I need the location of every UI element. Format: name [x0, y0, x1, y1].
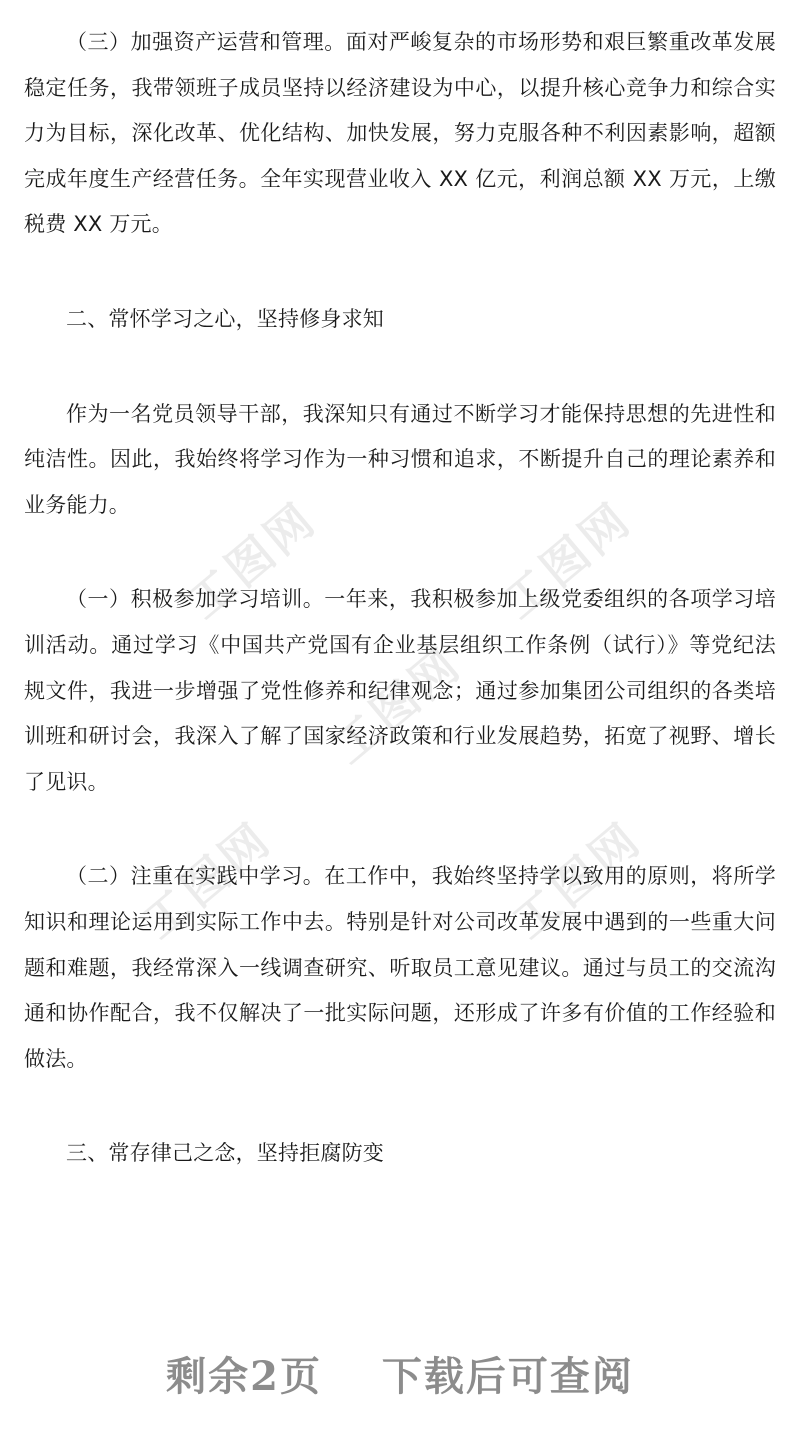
- watermark-logo: 工图网: [322, 636, 472, 775]
- document-body: [24, 20, 776, 1226]
- section-heading-discipline: 三、常存律己之念，坚持拒腐防变: [66, 1141, 384, 1166]
- paragraph-asset-management: （三）加强资产运营和管理。面对严峻复杂的市场形势和艰巨繁重改革发展稳定任务，我带领班子成员坚持以经济建设为中心，以提升核心竞争力和综合实力为目标，深化改革、优化结构、加快发展，努力克服各种不利因素影响，超额完成年度生产经营任务。全年实现营业收入 XX 亿元，利润总额 XX 万元，上缴税费 XX 万元。: [24, 30, 776, 237]
- paragraph-practice-learning: （二）注重在实践中学习。在工作中，我始终坚持学以致用的原则，将所学知识和理论运用到实际工作中去。特别是针对公司改革发展中遇到的一些重大问题和难题，我经常深入一线调查研究、听取员工意见建议。通过与员工的交流沟通和协作配合，我不仅解决了一批实际问题，还形成了许多有价值的工作经验和做法。: [24, 864, 776, 1071]
- watermark-logo: 工图网: [492, 491, 642, 630]
- paragraph-training: （一）积极参加学习培训。一年来，我积极参加上级党委组织的各项学习培训活动。通过学习《中国共产党国有企业基层组织工作条例（试行）》等党纪法规文件，我进一步增强了党性修养和纪律观念；通过参加集团公司组织的各类培训班和研讨会，我深入了解了国家经济政策和行业发展趋势，拓宽了视野、增长了见识。: [24, 587, 776, 794]
- remaining-pages-label: 剩余2页: [166, 1353, 322, 1400]
- paragraph-study-intro: 作为一名党员领导干部，我深知只有通过不断学习才能保持思想的先进性和纯洁性。因此，我始终将学习作为一种习惯和追求，不断提升自己的理论素养和业务能力。: [24, 401, 776, 517]
- watermark-logo: 工图网: [502, 811, 652, 950]
- watermark-logo: 工图网: [177, 491, 327, 630]
- download-prompt[interactable]: [0, 1345, 800, 1402]
- watermark-logo: 工图网: [132, 811, 282, 950]
- download-hint-label: 下载后可查阅: [381, 1353, 634, 1400]
- section-heading-study: 二、常怀学习之心，坚持修身求知: [66, 306, 384, 331]
